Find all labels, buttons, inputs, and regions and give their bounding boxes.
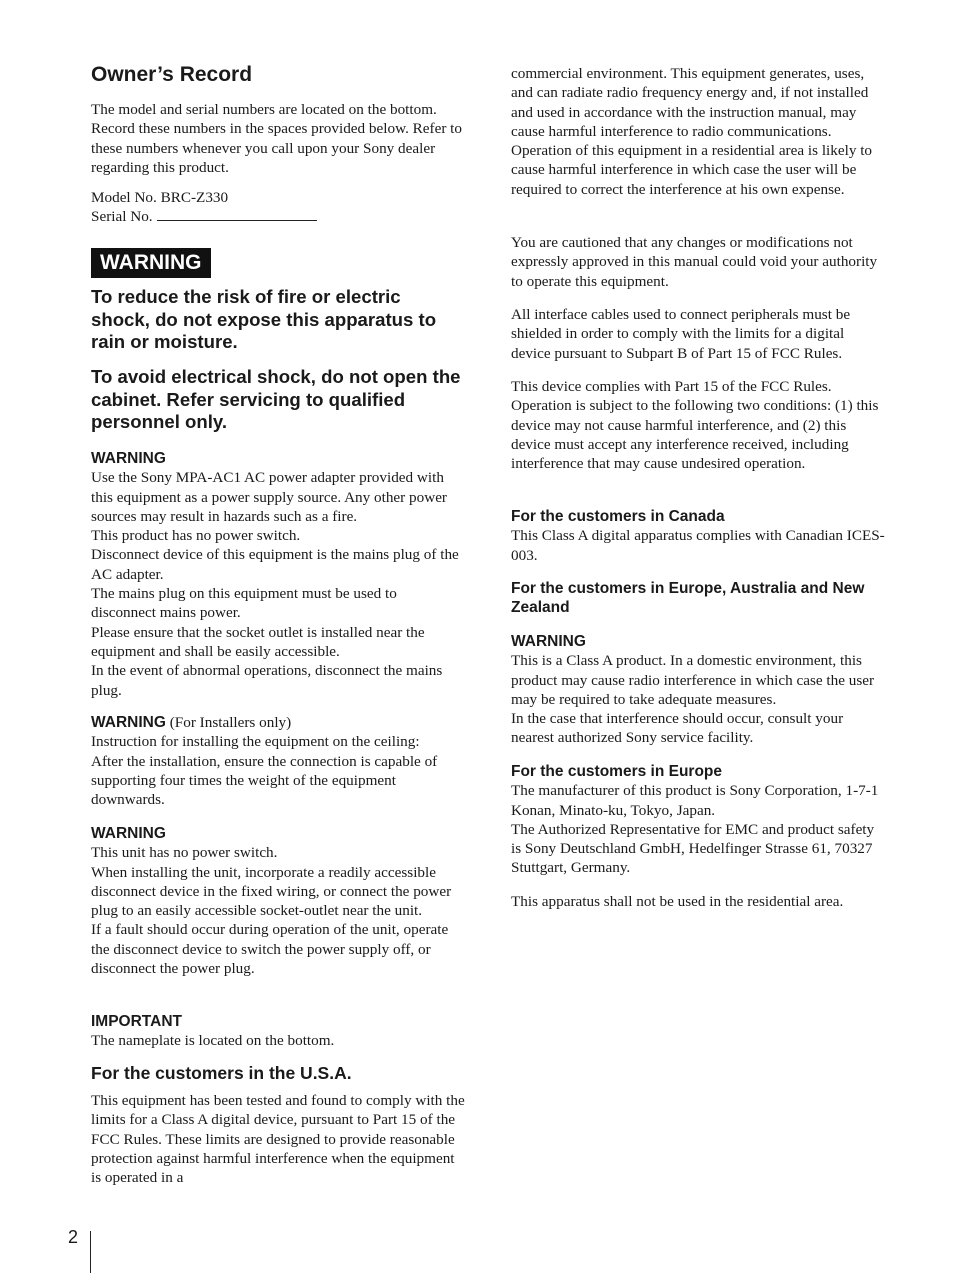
model-serial-block xyxy=(91,188,465,227)
eu-au-nz-heading: For the customers in Europe, Australia and New Zealand xyxy=(511,580,865,617)
warning-2-heading: WARNING xyxy=(91,714,166,731)
caution-text: You are cautioned that any changes or modifications not expressly approved in this manual could void your authority to operate this equipment. xyxy=(511,234,878,290)
warning-1-line: Please ensure that the socket outlet is installed near the equipment and shall be easily accessible. xyxy=(91,623,425,660)
warning-2-note: (For Installers only) xyxy=(165,714,292,731)
eu-warning-heading: WARNING xyxy=(511,633,586,650)
eu-warning-line: In the case that interference should occur, consult your nearest authorized Sony service facility. xyxy=(511,710,844,747)
owners-record-intro: The model and serial numbers are located on the bottom. Record these numbers in the spaces provided below. Refer to these numbers whenever you call upon your Sony dealer regarding this product. xyxy=(91,101,462,176)
warning-1-line: In the event of abnormal operations, disconnect the mains plug. xyxy=(91,662,443,699)
cables-text: All interface cables used to connect peripherals must be shielded in order to comply with the limits for a digital device pursuant to Subpart B of Part 15 of FCC Rules. xyxy=(511,306,851,362)
canada-section xyxy=(511,507,885,565)
page-number: 2 xyxy=(68,1227,79,1247)
serial-number-label: Serial No. xyxy=(91,208,153,226)
warning-3-heading: WARNING xyxy=(91,825,166,842)
europe-section xyxy=(511,762,885,878)
model-number: Model No. BRC-Z330 xyxy=(91,189,229,206)
warning-3-line: If a fault should occur during operation of the unit, operate the disconnect device to switch the power supply off, or disconnect the power plug. xyxy=(91,921,449,978)
europe-line: The manufacturer of this product is Sony Corporation, 1-7-1 Konan, Minato-ku, Tokyo, Japan. xyxy=(511,782,879,819)
fcc-conditions-text: This device complies with Part 15 of the FCC Rules. Operation is subject to the following two conditions: (1) this device may not cause harmful interference, and (2) this device must accept any interference received, including interference that may cause undesired operation. xyxy=(511,378,879,473)
usa-continued-text: commercial environment. This equipment generates, uses, and can radiate radio frequency energy and, if not installed and used in accordance with the instruction manual, may cause harmful interference to radio communications. Operation of this equipment in a residential area is likely to cause harmful interference in which case the user will be required to correct the interference at his own expense. xyxy=(511,65,873,198)
warning-section-2 xyxy=(91,713,465,809)
page-number-rule xyxy=(90,1231,91,1273)
important-heading: IMPORTANT xyxy=(91,1013,182,1030)
serial-number-blank xyxy=(157,207,317,221)
serial-number-row xyxy=(91,207,465,226)
important-text: The nameplate is located on the bottom. xyxy=(91,1032,335,1050)
warning-3-line: When installing the unit, incorporate a readily accessible disconnect device in the fixed wiring, or connect the power plug to an easily accessible socket-outlet near the unit. xyxy=(91,863,452,920)
eu-warning-section xyxy=(511,632,885,748)
warning-2-line: After the installation, ensure the connection is capable of supporting four times the weight of the equipment downwards. xyxy=(91,752,438,809)
warning-1-line: This product has no power switch. xyxy=(91,527,301,545)
usa-text: This equipment has been tested and found to comply with the limits for a Class A digital device, pursuant to Part 15 of the FCC Rules. These limits are designed to provide reasonable protection against harmful interference when the equipment is operated in a xyxy=(91,1092,465,1187)
eu-warning-line: This is a Class A product. In a domestic environment, this product may cause radio interference in which case the user may be required to take adequate measures. xyxy=(511,652,875,708)
usa-section xyxy=(91,1063,465,1187)
warning-1-line: Use the Sony MPA-AC1 AC power adapter provided with this equipment as a power supply source. Any other power sources may result in hazards such as a fire. xyxy=(91,469,447,525)
canada-text: This Class A digital apparatus complies with Canadian ICES-003. xyxy=(511,527,885,564)
residential-text: This apparatus shall not be used in the residential area. xyxy=(511,893,844,910)
warning-2-line: Instruction for installing the equipment on the ceiling: xyxy=(91,733,420,751)
warning-1-line: Disconnect device of this equipment is the mains plug of the AC adapter. xyxy=(91,546,459,583)
warning-fire-text: To reduce the risk of fire or electric shock, do not expose this apparatus to rain or moisture. xyxy=(91,286,437,352)
warning-shock-text: To avoid electrical shock, do not open the cabinet. Refer servicing to qualified personnel only. xyxy=(91,366,461,432)
warning-3-line: This unit has no power switch. xyxy=(91,844,278,862)
warning-1-heading: WARNING xyxy=(91,450,166,467)
owners-record-title: Owner’s Record xyxy=(91,63,253,86)
europe-heading: For the customers in Europe xyxy=(511,763,723,780)
warning-2-heading-row xyxy=(91,713,465,732)
important-section xyxy=(91,1012,465,1051)
canada-heading: For the customers in Canada xyxy=(511,508,725,525)
warning-section-3 xyxy=(91,824,465,978)
warning-badge: WARNING xyxy=(91,248,211,278)
europe-line: The Authorized Representative for EMC and product safety is Sony Deutschland GmbH, Hedelfinger Strasse 61, 70327 Stuttgart, Germany. xyxy=(511,820,875,877)
usa-heading: For the customers in the U.S.A. xyxy=(91,1063,352,1083)
warning-1-line: The mains plug on this equipment must be used to disconnect mains power. xyxy=(91,585,397,622)
warning-section-1 xyxy=(91,449,465,700)
